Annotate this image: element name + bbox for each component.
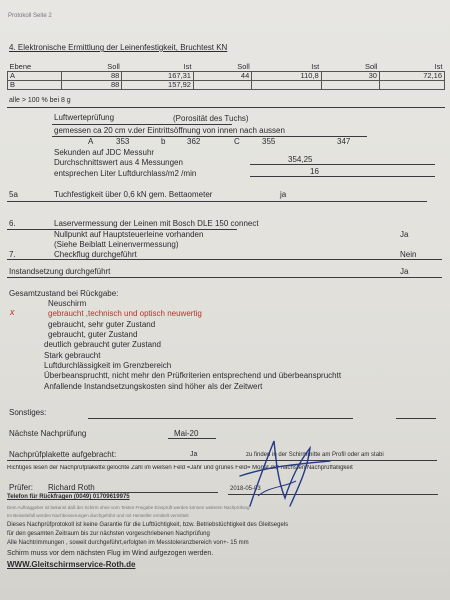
next-check-label: Nächste Nachprüfung — [9, 429, 87, 438]
sonstiges-label: Sonstiges: — [9, 408, 47, 417]
section7-value: Nein — [400, 250, 417, 259]
divider — [7, 460, 437, 461]
average-label: Durchschnittswert aus 4 Messungen — [54, 158, 183, 167]
measure-value: 353 — [116, 137, 130, 146]
fine-print: Im Beiseitefall werden Nachbesserungen durchgeführt und mit Hersteller ermittelt vermittelt — [7, 513, 189, 518]
section4-title: 4. Elektronische Ermittlung der Leinenfestigkeit, Bruchtest KN — [9, 43, 228, 52]
plakette-label: Nachprüfplakette aufgebracht: — [9, 450, 117, 459]
section5a-value: ja — [280, 190, 287, 199]
porosity-title: Luftwerteprüfung — [54, 113, 115, 122]
table-cell: 157,92 — [122, 81, 194, 90]
porosity-method: gemessen ca 20 cm v.der Eintrittsöffnung von innen nach aussen — [54, 126, 285, 135]
divider — [168, 438, 216, 439]
condition-item-selected: gebraucht ,technisch und optisch neuwertig — [48, 309, 202, 318]
measure-value: 355 — [262, 137, 276, 146]
table-row — [8, 72, 445, 81]
divider — [7, 259, 442, 260]
table-cell: B — [8, 81, 62, 90]
flow-label: entsprechen Liter Luftdurchlass/m2 /min — [54, 169, 197, 178]
inspection-date: 2018-05-03 — [230, 486, 261, 492]
table-cell — [321, 81, 379, 90]
divider — [396, 418, 436, 419]
divider — [7, 107, 445, 108]
section6-label: Laservermessung der Leinen mit Bosch DLE 150 connect — [54, 219, 259, 228]
pruefer-label: Prüfer: — [9, 483, 34, 492]
zero-point-value: Ja — [400, 230, 409, 239]
condition-item: gebraucht, guter Zustand — [48, 330, 138, 339]
divider — [48, 492, 218, 493]
section5a-number: 5a — [9, 190, 18, 199]
plakette-value: Ja — [190, 451, 198, 458]
measure-value: 362 — [187, 137, 201, 146]
next-check-value: Mai-20 — [174, 429, 199, 438]
measure-label: C — [234, 137, 240, 146]
repair-value: Ja — [400, 267, 409, 276]
flow-value: 16 — [310, 167, 319, 176]
repair-label: Instandsetzung durchgeführt — [9, 267, 111, 276]
plakette-hint: Richtiges lesen der Nachprüfplakette:gelochte Zahl im weißen Feld =Jahr und grünes Feld= Monat der nächsten Nachprüffälligkeit — [7, 465, 353, 471]
section5a-label: Tuchfestigkeit über 0,6 kN gem. Bettaometer — [54, 190, 213, 199]
section6-number: 6. — [9, 219, 16, 228]
checkmark-x-icon: x — [10, 307, 15, 317]
table-header-cell: Ebene — [9, 62, 32, 71]
table-cell — [379, 81, 444, 90]
divider — [250, 164, 435, 165]
divider — [88, 418, 353, 419]
disclaimer-line: Dieses Nachprüfprotokoll ist keine Garantie für die Lufttüchtigkeit, bzw. Betriebstüchtigkeit des Gleitsegels — [7, 522, 289, 528]
table-cell: 44 — [193, 72, 251, 81]
condition-item: deutlich gebraucht guter Zustand — [44, 340, 161, 349]
table-cell — [252, 81, 321, 90]
table-header-cell: Soll — [237, 62, 250, 71]
table-cell: 72,16 — [379, 72, 444, 81]
plakette-note: zu finden in der Schirmmitte am Profil oder am stabi — [246, 452, 384, 458]
fine-print: Dem Auftraggeber ist bekannt daß der Schirm ohne vorn Testen Freigabe Einsprüft werden können weiteren Nachprüfung — [7, 505, 250, 510]
pruefer-name: Richard Roth — [48, 483, 95, 492]
condition-item: Luftdurchlässigkeit im Grenzbereich — [44, 361, 172, 370]
condition-item: gebraucht, sehr guter Zustand — [48, 320, 156, 329]
table-header-cell: Ist — [311, 62, 320, 71]
strength-note: alle > 100 % bei 8 g — [9, 97, 71, 104]
condition-item: Neuschirm — [48, 299, 87, 308]
average-value: 354,25 — [288, 155, 313, 164]
porosity-subtitle: (Porosität des Tuchs) — [173, 114, 249, 123]
condition-item: Überbeanspruchtt, nicht mehr den Prüfkriterien entsprechend und überbeanspruchtt — [44, 371, 342, 380]
condition-title: Gesamtzustand bei Rückgabe: — [9, 289, 119, 298]
table-header-cell: Ist — [434, 62, 443, 71]
table-cell: A — [8, 72, 62, 81]
divider — [7, 277, 442, 278]
table-cell: 30 — [321, 72, 379, 81]
measure-label: A — [88, 137, 94, 146]
disclaimer-line: Schirm muss vor dem nächsten Flug im Wind aufgezogen werden. — [7, 550, 214, 557]
table-header-cell: Soll — [364, 62, 378, 71]
table-cell: 88 — [61, 72, 122, 81]
line-strength-table — [7, 63, 445, 90]
phone-number: Telefon für Rückfragen (0049) 01709619975 — [7, 494, 130, 500]
table-row — [8, 81, 445, 90]
section7-number: 7. — [9, 250, 16, 259]
disclaimer-line: Alle Nachtrimmungen , soweit durchgeführt,erfolgten im Messtoleranzbereich von+- 15 mm — [7, 540, 249, 546]
page-label: Protokoll Seite 2 — [8, 13, 52, 19]
measure-value: 347 — [337, 137, 351, 146]
table-cell: 167,31 — [122, 72, 194, 81]
condition-item: Stark gebraucht — [44, 351, 101, 360]
disclaimer-line: für den gesamten Zeitraum bis zur nächsten vorgeschriebenen Nachprüfung — [7, 531, 210, 537]
section7-label: Checkflug durchgeführt — [54, 250, 137, 259]
table-header-row — [8, 63, 445, 72]
divider — [250, 176, 435, 177]
signature-mark — [230, 436, 340, 516]
table-cell: 88 — [61, 81, 122, 90]
measure-label: b — [161, 137, 166, 146]
divider — [7, 201, 427, 202]
table-cell: 110,8 — [252, 72, 321, 81]
zero-point-label: Nullpunkt auf Hauptsteuerleine vorhanden — [54, 230, 204, 239]
sheet-note: (Siehe Beiblatt Leinenvermessung) — [54, 240, 179, 249]
website-link[interactable]: WWW.Gleitschirmservice-Roth.de — [7, 560, 136, 569]
condition-item: Anfallende Instandsetzungskosten sind höher als der Zeitwert — [44, 382, 263, 391]
table-header-cell: Soll — [107, 62, 120, 71]
table-cell — [193, 81, 251, 90]
divider — [52, 136, 367, 137]
table-header-cell: Ist — [183, 62, 192, 71]
divider — [52, 124, 232, 125]
seconds-label: Sekunden auf JDC Messuhr — [54, 148, 155, 157]
